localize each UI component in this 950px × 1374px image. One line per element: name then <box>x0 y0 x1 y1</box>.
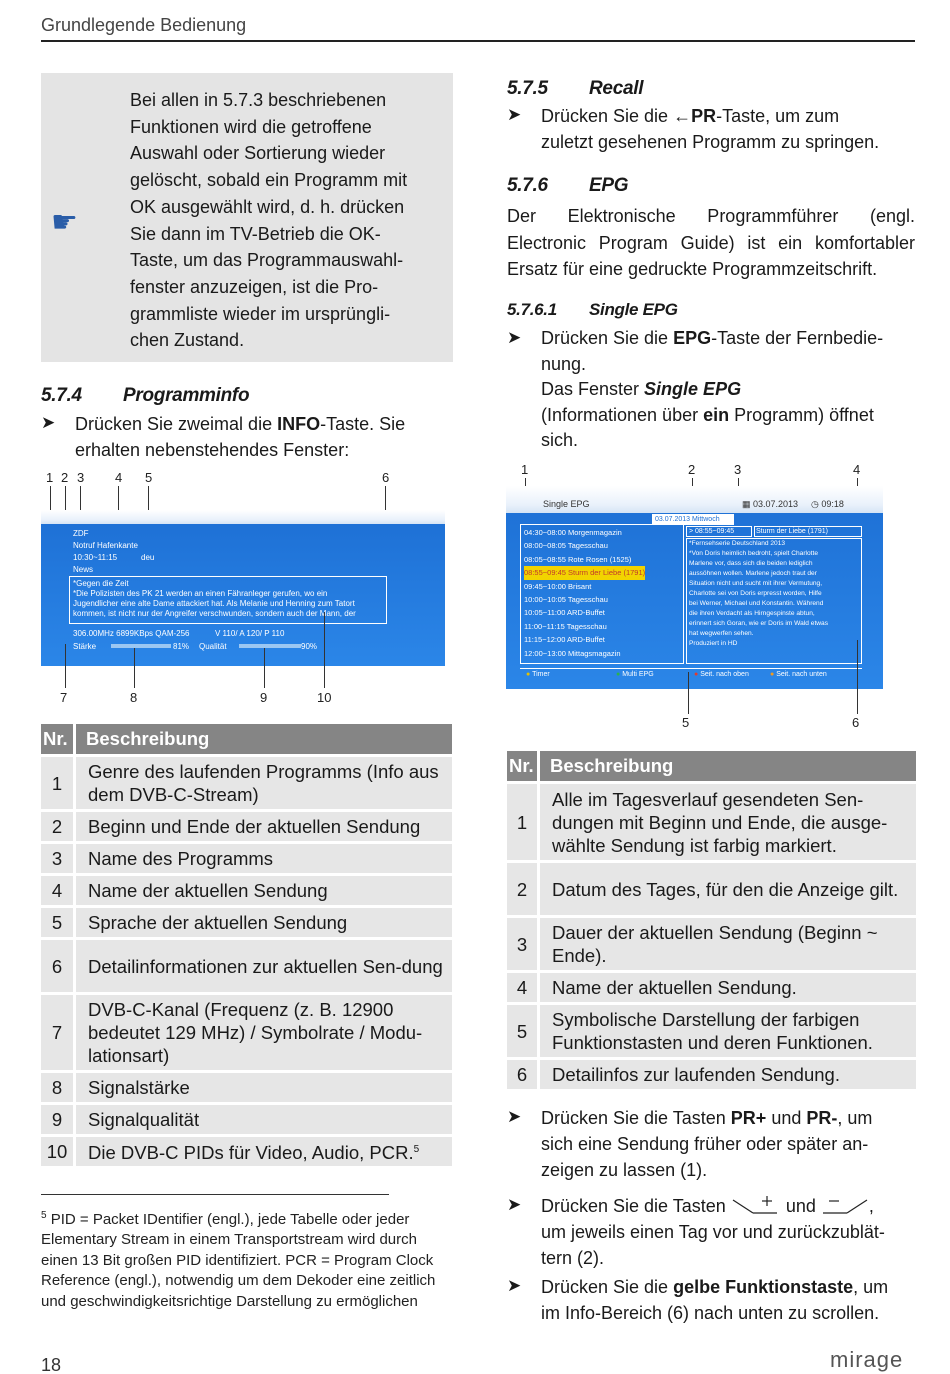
epg-event: 11:00~11:15 Tagesschau <box>524 621 607 631</box>
bullet-single-epg: ➤ Drücken Sie die EPG-Taste der Fernbedie- nung. Das Fenster Single EPG (Informationen über ein Programm) öffnet sich. <box>507 328 884 450</box>
row-number: 1 <box>507 784 540 860</box>
bullet-day-keys: ➤ Drücken Sie die Tasten und , um jeweils einen Tag vor und zurückzublät- tern (2). <box>507 1195 885 1268</box>
epg-info-text: *Fernsehserie Deutschland 2013 *Von Doris heimlich bedroht, spielt Charlotte Marlene vor, dass sich die beiden lediglich aussöhnen wollen. Marlene jedoch traut der Situation nicht und sucht mit ihrer Vermutung, Charlotte sei von Doris erpresst worden, Hilfe bei Werner, Michael und Konstantin. Während die ihren Verdacht als Hirngespinste abtun, erinnert sich Goran, wie er Doris im Wald etwas hat wegwerfen sehen. Produziert in HD <box>689 540 828 647</box>
row-description: Name der aktuellen Sendung. <box>540 973 916 1002</box>
note-line: grammliste wieder im ursprüngli- <box>130 303 391 324</box>
row-description: Datum des Tages, für den die Anzeige gilt. <box>540 863 916 915</box>
column-header: Beschreibung <box>540 751 916 781</box>
row-number: 8 <box>41 1073 76 1102</box>
program-genre: News <box>73 565 94 574</box>
column-header: Nr. <box>41 724 76 754</box>
note-text <box>130 87 442 354</box>
note-line: OK ausgewählt wird, d. h. drücken <box>130 196 405 217</box>
section-heading-single-epg: 5.7.6.1 Single EPG <box>507 300 678 319</box>
quality-label: Qualität <box>199 642 227 651</box>
row-number: 9 <box>41 1105 76 1134</box>
page-number: 18 <box>41 1355 62 1374</box>
note-line: gelöscht, sobald ein Programm mit <box>130 170 408 191</box>
row-number: 2 <box>507 863 540 915</box>
epg-event: 12:00~13:00 Mittagsmagazin <box>524 648 621 658</box>
callout-number: 8 <box>130 690 138 705</box>
section-number: 5.7.4 <box>41 385 82 406</box>
callout-number: 9 <box>260 690 268 705</box>
section-heading-programminfo <box>41 382 249 410</box>
callout-number: 5 <box>145 470 153 485</box>
section-heading-recall: 5.7.5 Recall <box>507 78 644 99</box>
epg-event: 08:00~08:05 Tagesschau <box>524 541 608 551</box>
arrow-bullet-icon: ➤ <box>507 328 522 347</box>
row-description: Name des Programms <box>76 844 452 873</box>
footnote-mark: 5 <box>413 1144 420 1156</box>
row-description: Genre des laufenden Programms (Info aus dem DVB-C-Stream) <box>76 757 452 809</box>
callout-number: 1 <box>46 470 54 485</box>
bullet-pr-keys: ➤ Drücken Sie die Tasten PR+ und PR-, um sich eine Sendung früher oder später an- zeigen zu lassen (1). <box>507 1107 873 1180</box>
quality-value: 90% <box>301 642 318 651</box>
note-line: Sie dann im TV-Betrieb die OK- <box>130 223 381 244</box>
callout-number: 4 <box>853 462 861 477</box>
epg-info-title: Sturm der Liebe (1791) <box>756 528 828 535</box>
color-key-orange: ● Seit. nach unten <box>770 671 827 678</box>
callout-number: 1 <box>521 462 529 477</box>
column-header: Nr. <box>507 751 540 781</box>
note-line: fenster anzuzeigen, ist die Pro- <box>130 276 379 297</box>
arrow-bullet-icon: ➤ <box>507 1195 522 1214</box>
epg-window-title: Single EPG <box>543 499 590 509</box>
row-description: Die DVB-C PIDs für Video, Audio, PCR.$^5$ <box>76 1137 452 1166</box>
callout-number: 10 <box>317 690 332 705</box>
mirage-logo: mirage <box>830 1347 904 1372</box>
callout-number: 5 <box>682 715 690 730</box>
row-description: Dauer der aktuellen Sendung (Beginn ~ Ende). <box>540 918 916 970</box>
epg-event: 10:00~10:05 Tagesschau <box>524 595 608 605</box>
program-title: Notruf Hafenkante <box>73 541 138 550</box>
arrow-bullet-icon: ➤ <box>507 1276 522 1295</box>
program-language: deu <box>141 553 155 562</box>
row-number: 3 <box>507 918 540 970</box>
note-line: chen Zustand. <box>130 330 245 351</box>
detail-line: Jugendlicher eine alte Dame attackiert hat. Als Melanie und Henning zum Tatort <box>73 599 355 608</box>
program-time: 10:30~11:15 <box>73 553 118 562</box>
footnote-rule <box>41 1194 389 1195</box>
row-description: Signalstärke <box>76 1073 452 1102</box>
strength-value: 81% <box>173 642 190 651</box>
row-number: 7 <box>41 995 76 1070</box>
row-description: Detailinfos zur laufenden Sendung. <box>540 1060 916 1089</box>
row-description: Symbolische Darstellung der farbigen Funktionstasten und deren Funktionen. <box>540 1005 916 1057</box>
note-line: Funktionen wird die getroffene <box>130 116 372 137</box>
epg-event-list <box>524 526 645 660</box>
row-number: 3 <box>41 844 76 873</box>
callout-number: 6 <box>852 715 860 730</box>
callout-number: 7 <box>60 690 68 705</box>
single-epg-screenshot <box>506 486 883 689</box>
page-down-key-icon <box>821 1194 869 1216</box>
row-number: 4 <box>41 876 76 905</box>
color-key-red: ● Seit. nach oben <box>694 671 749 678</box>
epg-time: ◷ 09:18 <box>811 499 844 509</box>
programminfo-table <box>41 721 452 1169</box>
row-number: 6 <box>41 940 76 992</box>
row-number: 1 <box>41 757 76 809</box>
page-up-key-icon <box>731 1194 781 1216</box>
epg-event: 04:30~08:00 Morgenmagazin <box>524 528 622 537</box>
strength-label: Stärke <box>73 642 97 651</box>
pid-info: V 110/ A 120/ P 110 <box>215 629 285 638</box>
bullet-yellow-key: ➤ Drücken Sie die gelbe Funktionstaste, um im Info-Bereich (6) nach unten zu scrollen. <box>507 1276 889 1323</box>
callout-number: 6 <box>382 470 390 485</box>
row-number: 5 <box>507 1005 540 1057</box>
bullet-programminfo: ➤ Drücken Sie zweimal die INFO-Taste. Sie erhalten nebenstehendes Fenster: <box>41 413 406 460</box>
pointing-hand-icon: ☛ <box>51 206 78 239</box>
info-key-label: INFO <box>277 414 321 434</box>
section-title: Programminfo <box>123 385 250 406</box>
arrow-bullet-icon: ➤ <box>41 413 56 432</box>
callout-number: 4 <box>115 470 123 485</box>
epg-event: 08:05~08:55 Rote Rosen (1525) <box>524 554 632 564</box>
color-key-green: ● Multi EPG <box>616 671 654 678</box>
detail-line: *Gegen die Zeit <box>73 579 129 588</box>
row-number: 2 <box>41 812 76 841</box>
epg-event: 11:15~12:00 ARD-Buffet <box>524 635 605 645</box>
header-title: Grundlegende Bedienung <box>41 15 247 35</box>
color-key-yellow: ● Timer <box>526 671 550 678</box>
bullet-recall: ➤ Drücken Sie die ←PR-Taste, um zum zuletzt gesehenen Programm zu springen. <box>507 105 880 152</box>
arrow-bullet-icon: ➤ <box>507 105 522 124</box>
row-number: 10 <box>41 1137 76 1166</box>
footnote: $^5$ PID = Packet IDentifier (engl.), jede Tabelle oder jeder Elementary Stream in einem Transportstream wird durch einen 13 Bit großen PID identifiziert. PCR = Program Clock Reference (engl.), notwendig um dem Dekoder eine zeitlich und geschwindigkeitsrichtige Darstellung zu ermöglichen <box>41 1210 436 1310</box>
row-description: Name der aktuellen Sendung <box>76 876 452 905</box>
row-description: Beginn und Ende der aktuellen Sendung <box>76 812 452 841</box>
epg-paragraph: Der Elektronische Programmführer (engl. Electronic Program Guide) ist ein komfortabler Ersatz für eine gedruckte Programmzeitschrift. <box>507 206 915 280</box>
programminfo-screenshot <box>41 510 445 666</box>
epg-date: ▦ 03.07.2013 <box>742 499 799 509</box>
pr-key-label: ←PR <box>673 106 717 126</box>
single-epg-table <box>507 748 916 1092</box>
epg-info-time: > 08:55~09:45 <box>689 528 735 535</box>
channel-name: ZDF <box>73 529 89 538</box>
arrow-bullet-icon: ➤ <box>507 1107 522 1126</box>
note-line: Auswahl oder Sortierung wieder <box>130 143 386 164</box>
note-box <box>41 73 453 362</box>
row-description: Alle im Tagesverlauf gesendeten Sen-dungen mit Beginn und Ende, die ausge-wählte Sendung ist farbig markiert. <box>540 784 916 860</box>
row-number: 6 <box>507 1060 540 1089</box>
note-line: Bei allen in 5.7.3 beschriebenen <box>130 90 387 110</box>
section-heading-epg: 5.7.6 EPG <box>507 175 629 196</box>
epg-event-selected: 08:55~09:45 Sturm der Liebe (1791) <box>524 566 645 579</box>
column-header: Beschreibung <box>76 724 452 754</box>
callout-number: 2 <box>688 462 696 477</box>
note-line: Taste, um das Programmauswahl- <box>130 250 404 271</box>
detail-line: kommen, ist nicht nur der Angreifer verschwunden, sondern auch der Mann, der <box>73 609 356 618</box>
row-description: Signalqualität <box>76 1105 452 1134</box>
row-description: Sprache der aktuellen Sendung <box>76 908 452 937</box>
channel-tuning-info: 306.00MHz 6899KBps QAM-256 <box>73 629 190 638</box>
row-number: 4 <box>507 973 540 1002</box>
epg-event: 10:05~11:00 ARD-Buffet <box>524 608 605 618</box>
callout-number: 3 <box>734 462 742 477</box>
row-description: DVB-C-Kanal (Frequenz (z. B. 12900 bedeutet 129 MHz) / Symbolrate / Modu-lationsart) <box>76 995 452 1070</box>
running-header <box>41 12 915 42</box>
epg-key-label: EPG <box>673 328 712 348</box>
detail-line: *Die Polizisten des PK 21 werden an einen Fähranleger gerufen, wo ein <box>73 589 328 598</box>
epg-event: 09:45~10:00 Brisant <box>524 581 592 591</box>
callout-number: 3 <box>77 470 85 485</box>
row-number: 5 <box>41 908 76 937</box>
callout-number: 2 <box>61 470 69 485</box>
row-description: Detailinformationen zur aktuellen Sen-dung <box>76 940 452 992</box>
epg-subdate: 03.07.2013 Mittwoch <box>652 514 734 525</box>
